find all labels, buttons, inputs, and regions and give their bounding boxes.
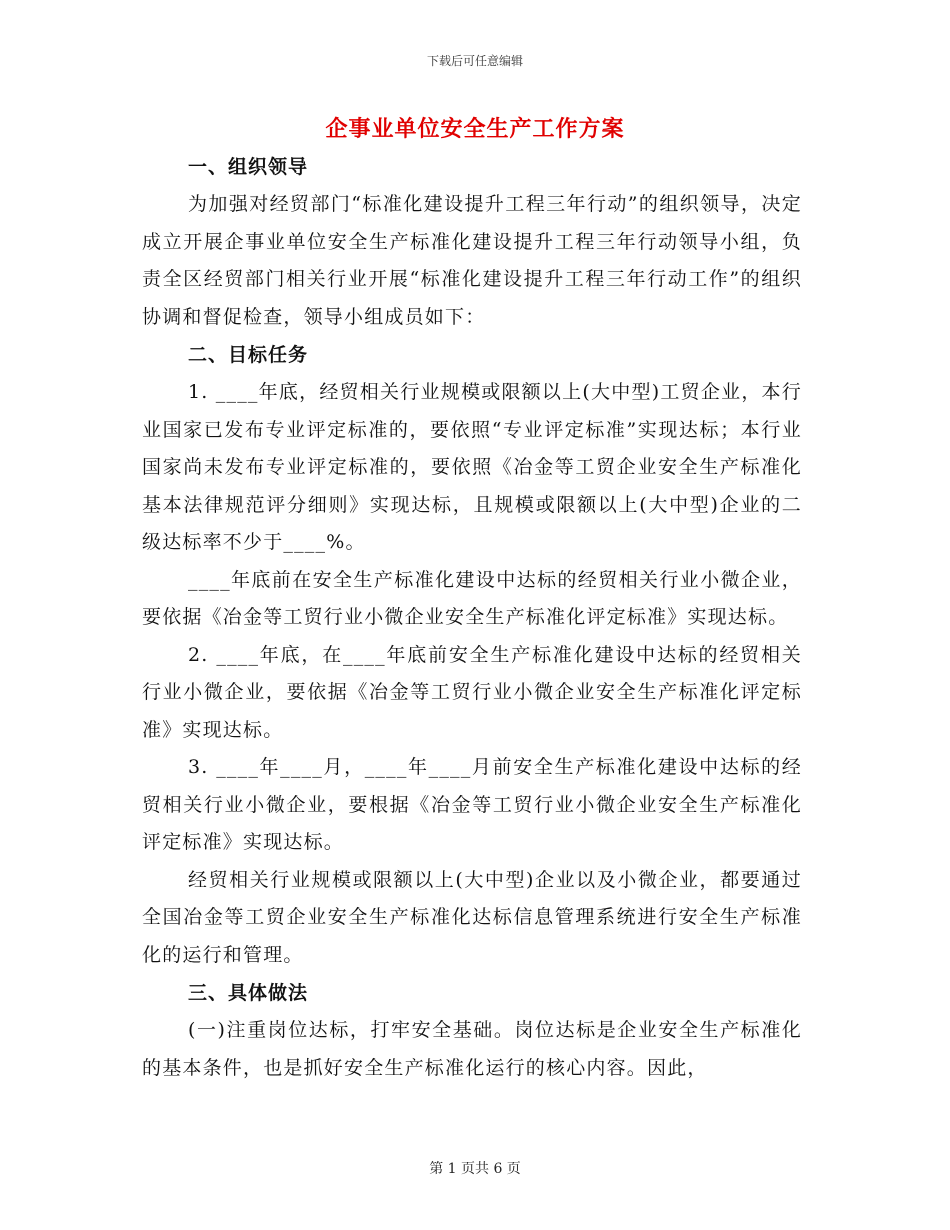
document-body xyxy=(142,148,802,1087)
paragraph: (一)注重岗位达标，打牢安全基础。岗位达标是企业安全生产标准化的基本条件，也是抓好安全生产标准化运行的核心内容。因此， xyxy=(142,1019,802,1079)
paragraph: ____年底前在安全生产标准化建设中达标的经贸相关行业小微企业，要依据《冶金等工贸行业小微企业安全生产标准化评定标准》实现达标。 xyxy=(142,568,802,628)
page-number-footer: 第 1 页共 6 页 xyxy=(429,1161,521,1177)
paragraph: 为加强对经贸部门“标准化建设提升工程三年行动”的组织领导，决定成立开展企事业单位安全生产标准化建设提升工程三年行动领导小组，负责全区经贸部门相关行业开展“标准化建设提升工程三年行动工作”的组织协调和督促检查，领导小组成员如下： xyxy=(142,193,802,328)
document-title: 企事业单位安全生产工作方案 xyxy=(325,117,625,142)
paragraph: 经贸相关行业规模或限额以上(大中型)企业以及小微企业，都要通过全国冶金等工贸企业安全生产标准化达标信息管理系统进行安全生产标准化的运行和管理。 xyxy=(142,868,802,966)
paragraph: 2. ____年底，在____年底前安全生产标准化建设中达标的经贸相关行业小微企业，要依据《冶金等工贸行业小微企业安全生产标准化评定标准》实现达标。 xyxy=(142,643,802,741)
paragraph: 3. ____年____月，____年____月前安全生产标准化建设中达标的经贸相关行业小微企业，要根据《冶金等工贸行业小微企业安全生产标准化评定标准》实现达标。 xyxy=(142,756,802,853)
page-header-note: 下载后可任意编辑 xyxy=(426,54,523,68)
paragraph: 1. ____年底，经贸相关行业规模或限额以上(大中型)工贸企业，本行业国家已发布专业评定标准的，要依照“专业评定标准”实现达标；本行业国家尚未发布专业评定标准的，要依照《冶金等工贸企业安全生产标准化基本法律规范评分细则》实现达标，且规模或限额以上(大中型)企业的二级达标率不少于____%。 xyxy=(142,381,802,553)
section-heading-goals: 二、目标任务 xyxy=(188,344,309,366)
section-heading-methods: 三、具体做法 xyxy=(188,982,309,1004)
section-heading-organization: 一、组织领导 xyxy=(188,156,309,178)
